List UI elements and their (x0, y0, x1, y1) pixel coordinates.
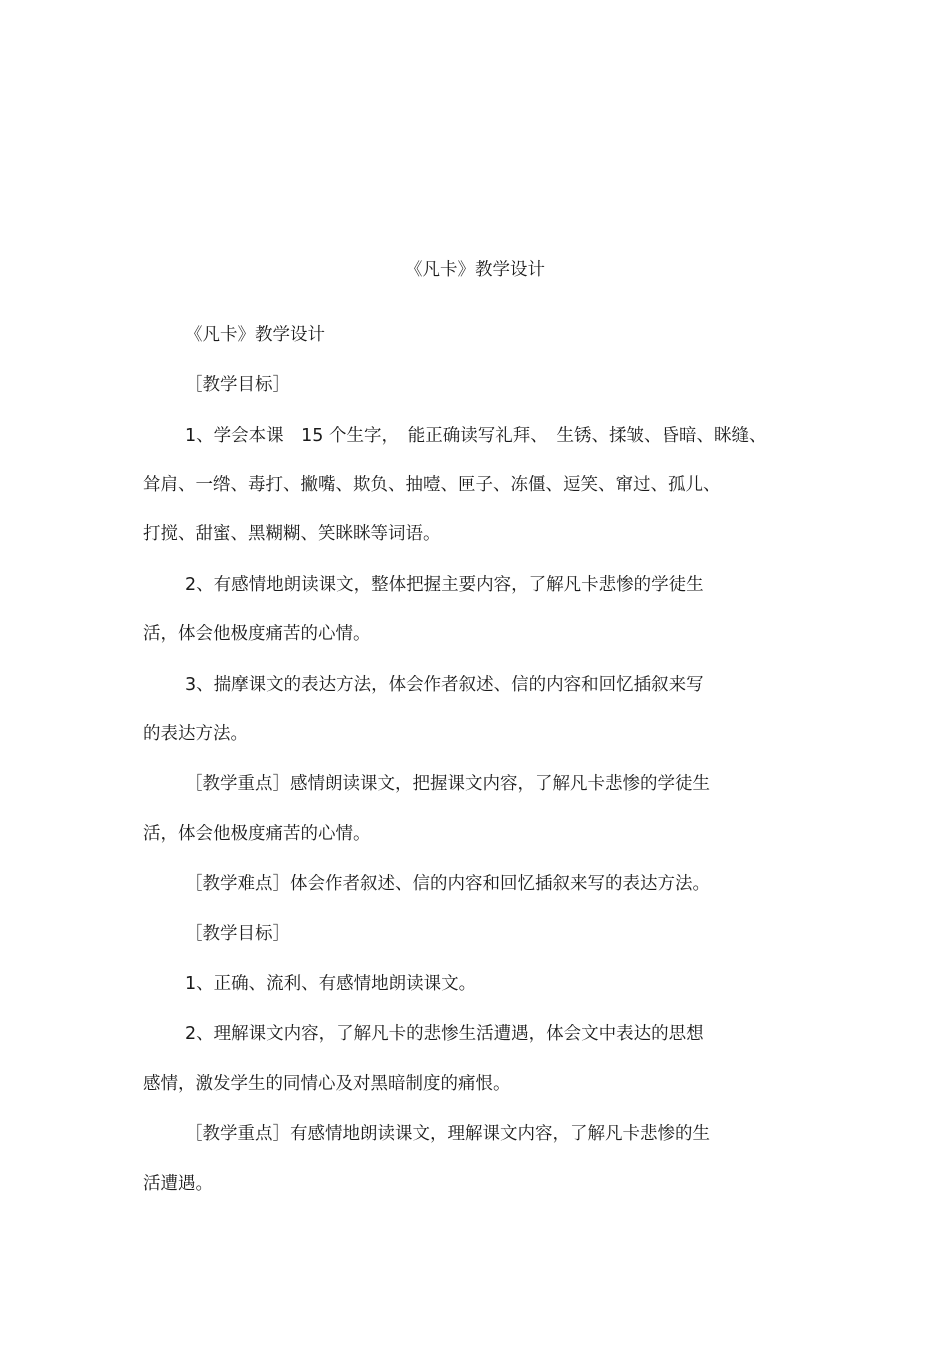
document-title: 《凡卡》教学设计 (405, 260, 545, 280)
objective-2-line-1: 2、有感情地朗读课文，整体把握主要内容，了解凡卡悲惨的学徒生 (185, 575, 704, 595)
objective-1-line-1: 1、学会本课 15 个生字， 能正确读写礼拜、 生锈、揉皱、昏暗、眯缝、 (185, 426, 767, 446)
paragraph-subtitle: 《凡卡》教学设计 (185, 325, 325, 345)
objective-2-line-2: 活，体会他极度痛苦的心情。 (143, 624, 371, 644)
objective-b2-line-2: 感情，激发学生的同情心及对黑暗制度的痛恨。 (143, 1074, 511, 1094)
objective-3-line-1: 3、揣摩课文的表达方法，体会作者叙述、信的内容和回忆插叙来写 (185, 675, 704, 695)
section-heading-objectives-2: ［教学目标］ (185, 924, 290, 944)
key-points-b-line-2: 活遭遇。 (143, 1174, 213, 1194)
objective-b1: 1、正确、流利、有感情地朗读课文。 (185, 974, 477, 994)
difficult-points: ［教学难点］体会作者叙述、信的内容和回忆插叙来写的表达方法。 (185, 874, 710, 894)
objective-1-line-2: 耸肩、一绺、毒打、撇嘴、欺负、抽噎、匣子、冻僵、逗笑、窜过、孤儿、 (143, 475, 721, 495)
key-points-line-1: ［教学重点］感情朗读课文，把握课文内容，了解凡卡悲惨的学徒生 (185, 774, 710, 794)
key-points-b-line-1: ［教学重点］有感情地朗读课文，理解课文内容，了解凡卡悲惨的生 (185, 1124, 710, 1144)
objective-b2-line-1: 2、理解课文内容，了解凡卡的悲惨生活遭遇，体会文中表达的思想 (185, 1024, 704, 1044)
key-points-line-2: 活，体会他极度痛苦的心情。 (143, 824, 371, 844)
objective-1-line-3: 打搅、甜蜜、黑糊糊、笑眯眯等词语。 (143, 524, 441, 544)
objective-3-line-2: 的表达方法。 (143, 724, 248, 744)
section-heading-objectives: ［教学目标］ (185, 375, 290, 395)
